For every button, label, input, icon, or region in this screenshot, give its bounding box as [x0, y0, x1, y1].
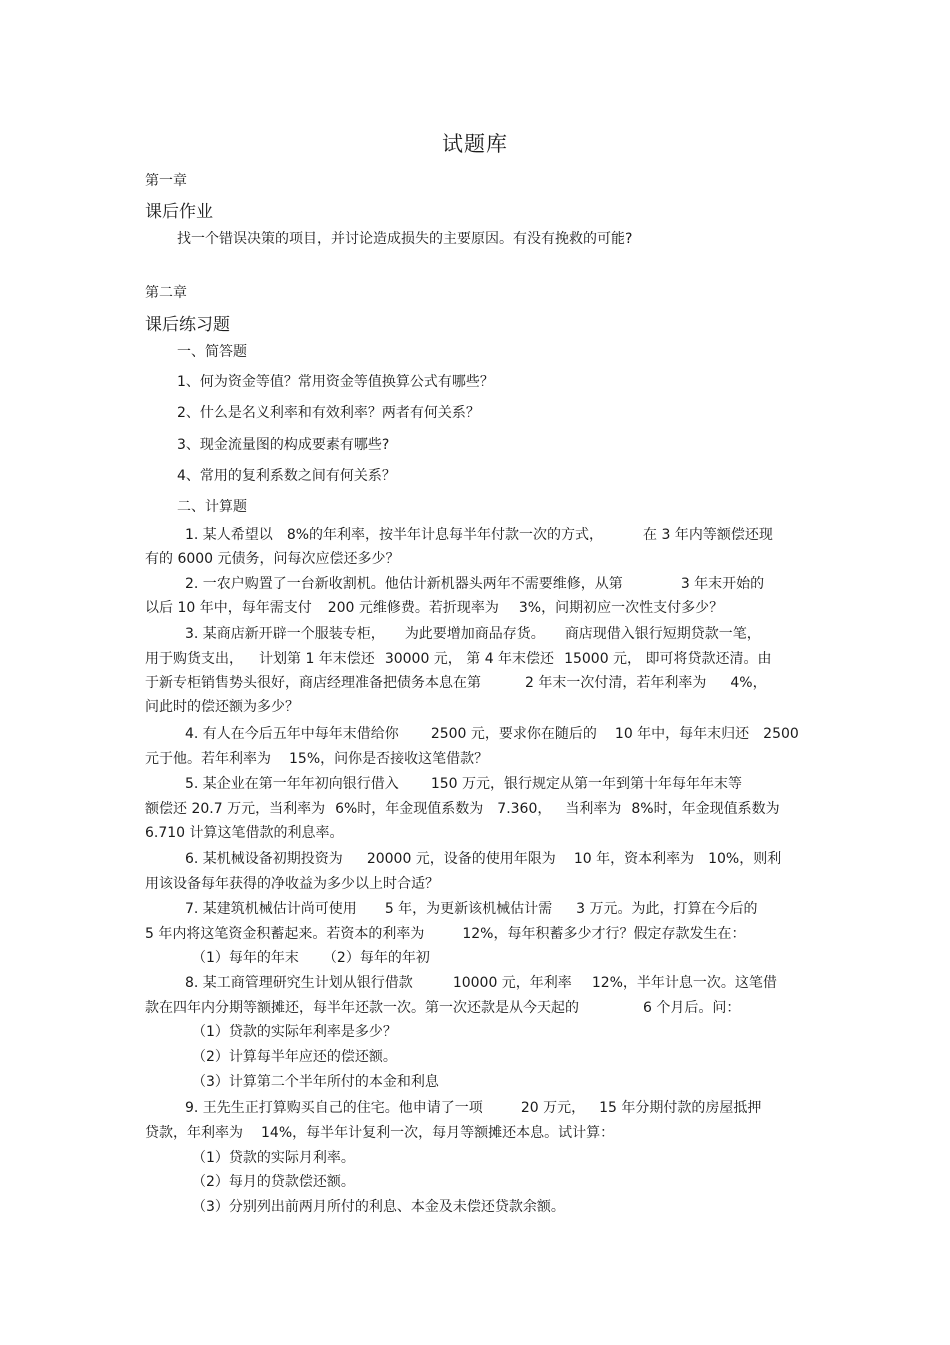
short-answer-q2: 2、什么是名义利率和有效利率？两者有何关系？	[177, 405, 480, 421]
problem-4-line-2	[145, 749, 488, 769]
problem-4-text-f: 15%，问你是否接收这笔借款？	[289, 751, 489, 767]
chapter-1-label: 第一章	[145, 173, 187, 189]
problem-3-text-f: 30000 元， 第 4 年末偿还	[384, 651, 555, 667]
problem-9-text-b: 20 万元，	[520, 1100, 586, 1116]
problem-7-line-1	[185, 899, 758, 919]
short-answer-q4: 4、常用的复利系数之间有何关系？	[177, 468, 396, 484]
problem-8-text-e: 6 个月后。问：	[643, 1000, 741, 1016]
problem-8-line-1	[185, 973, 777, 993]
problem-9-line-2	[145, 1123, 614, 1143]
problem-5-text-g: 8%时，年金现值系数为	[631, 801, 780, 817]
problem-7-line-2	[145, 924, 745, 944]
problem-5-text-f: 当利率为	[565, 801, 622, 817]
problem-2-line-1	[185, 574, 764, 594]
problem-3-line-3	[145, 673, 767, 693]
problem-3-text-d: 用于购货支出，	[145, 651, 243, 667]
problem-8-sub-2: （2）计算每半年应还的偿还额。	[192, 1049, 397, 1065]
problem-9-text-a: 9. 王先生正打算购买自己的住宅。他申请了一项	[185, 1100, 483, 1116]
problem-4-text-e: 元于他。若年利率为	[145, 751, 271, 767]
problem-9-text-d: 贷款，年利率为	[145, 1125, 243, 1141]
short-answer-heading: 一、简答题	[177, 344, 247, 360]
problem-1-text-c: 在 3 年内等额偿还现	[643, 527, 773, 543]
problem-8-sub-1: （1）贷款的实际年利率是多少？	[192, 1024, 397, 1040]
short-answer-q1: 1、何为资金等值？常用资金等值换算公式有哪些？	[177, 374, 494, 390]
problem-4-text-d: 2500	[763, 726, 799, 742]
problem-3-text-g: 15000 元， 即可将贷款还清。由	[564, 651, 772, 667]
problem-2-text-e: 3%，问期初应一次性支付多少？	[518, 600, 724, 616]
problem-3-text-j: 4%，	[730, 675, 767, 691]
problem-6-line-2: 用该设备每年获得的净收益为多少以上时合适？	[145, 876, 439, 892]
problem-9-line-1	[185, 1098, 761, 1118]
problem-7-text-d: 5 年内将这笔资金积蓄起来。若资本的利率为	[145, 926, 425, 942]
problem-9-text-c: 15 年分期付款的房屋抵押	[599, 1100, 762, 1116]
problem-6-text-d: 10%，则利	[708, 851, 782, 867]
problem-6-text-c: 10 年，资本利率为	[573, 851, 695, 867]
problem-9-sub-3: （3）分别列出前两月所付的利息、本金及未偿还贷款余额。	[192, 1199, 565, 1215]
problem-6-text-a: 6. 某机械设备初期投资为	[185, 851, 343, 867]
problem-4-text-a: 4. 有人在今后五年中每年末借给你	[185, 726, 399, 742]
problem-3-line-4: 问此时的偿还额为多少？	[145, 699, 299, 715]
problem-2-text-d: 200 元维修费。若折现率为	[327, 600, 499, 616]
problem-8-line-2	[145, 998, 740, 1018]
problem-2-text-b: 3 年末开始的	[680, 576, 765, 592]
problem-8-sub-3: （3）计算第二个半年所付的本金和利息	[192, 1074, 439, 1090]
problem-8-text-c: 12%，半年计息一次。这笔借	[591, 975, 777, 991]
problem-1-text-a: 1. 某人希望以	[185, 527, 273, 543]
problem-2-text-a: 2. 一农户购置了一台新收割机。他估计新机器头两年不需要维修，从第	[185, 576, 623, 592]
problem-7-text-b: 5 年，为更新该机械估计需	[384, 901, 553, 917]
problem-2-line-2	[145, 598, 723, 618]
chapter-2-section-heading: 课后练习题	[145, 315, 230, 335]
problem-8-text-d: 款在四年内分期等额摊还，每半年还款一次。第一次还款是从今天起的	[145, 1000, 579, 1016]
problem-1-text-b: 8%的年利率，按半年计息每半年付款一次的方式，	[286, 527, 604, 543]
problem-5-text-e: 7.360，	[497, 801, 552, 817]
problem-8-text-a: 8. 某工商管理研究生计划从银行借款	[185, 975, 413, 991]
problem-1-line-1	[185, 525, 773, 545]
short-answer-q3: 3、现金流量图的构成要素有哪些?	[177, 437, 390, 453]
problem-6-line-1	[185, 849, 781, 869]
problem-5-text-c: 额偿还 20.7 万元，当利率为	[145, 801, 326, 817]
problem-7-text-a: 7. 某建筑机械估计尚可使用	[185, 901, 357, 917]
problem-4-line-1	[185, 724, 799, 744]
problem-5-line-1	[185, 774, 742, 794]
problem-7-text-e: 12%，每年积蓄多少才行？假定存款发生在：	[462, 926, 746, 942]
problem-3-line-1	[185, 624, 761, 644]
problem-8-text-b: 10000 元，年利率	[452, 975, 572, 991]
problem-5-text-a: 5. 某企业在第一年年初向银行借入	[185, 776, 399, 792]
problem-9-sub-2: （2）每月的贷款偿还额。	[192, 1174, 355, 1190]
chapter-1-section-heading: 课后作业	[145, 202, 213, 222]
problem-2-text-c: 以后 10 年中，每年需支付	[145, 600, 312, 616]
problem-9-sub-1: （1）贷款的实际月利率。	[192, 1150, 355, 1166]
chapter-2-label: 第二章	[145, 285, 187, 301]
problem-3-text-c: 商店现借入银行短期贷款一笔，	[564, 626, 761, 642]
chapter-1-task: 找一个错误决策的项目，并讨论造成损失的主要原因。有没有挽救的可能?	[177, 231, 633, 247]
problem-3-text-b: 为此要增加商品存货。	[404, 626, 545, 642]
problem-3-line-2	[145, 649, 772, 669]
problem-3-text-a: 3. 某商店新开辟一个服装专柜，	[185, 626, 385, 642]
calc-heading: 二、计算题	[177, 499, 247, 515]
problem-5-text-d: 6%时，年金现值系数为	[335, 801, 484, 817]
problem-5-line-2	[145, 799, 780, 819]
problem-7-sub-2: （2）每年的年初	[322, 950, 430, 966]
problem-6-text-b: 20000 元，设备的使用年限为	[366, 851, 556, 867]
page-title: 试题库	[442, 132, 508, 156]
problem-4-text-b: 2500 元，要求你在随后的	[430, 726, 597, 742]
problem-3-text-i: 2 年末一次付清，若年利率为	[525, 675, 707, 691]
problem-5-text-b: 150 万元，银行规定从第一年到第十年每年年末等	[430, 776, 742, 792]
problem-7-text-c: 3 万元。为此，打算在今后的	[576, 901, 758, 917]
problem-7-sub-1: （1）每年的年末	[192, 950, 299, 966]
problem-3-text-h: 于新专柜销售势头很好，商店经理准备把债务本息在第	[145, 675, 481, 691]
problem-5-line-3: 6.710 计算这笔借款的利息率。	[145, 825, 344, 841]
problem-4-text-c: 10 年中，每年末归还	[614, 726, 750, 742]
problem-7-sub-items	[192, 948, 430, 968]
problem-9-text-e: 14%，每半年计复利一次，每月等额摊还本息。试计算：	[261, 1125, 615, 1141]
problem-3-text-e: 计划第 1 年末偿还	[259, 651, 375, 667]
problem-1-line-2: 有的 6000 元债务，问每次应偿还多少？	[145, 551, 400, 567]
